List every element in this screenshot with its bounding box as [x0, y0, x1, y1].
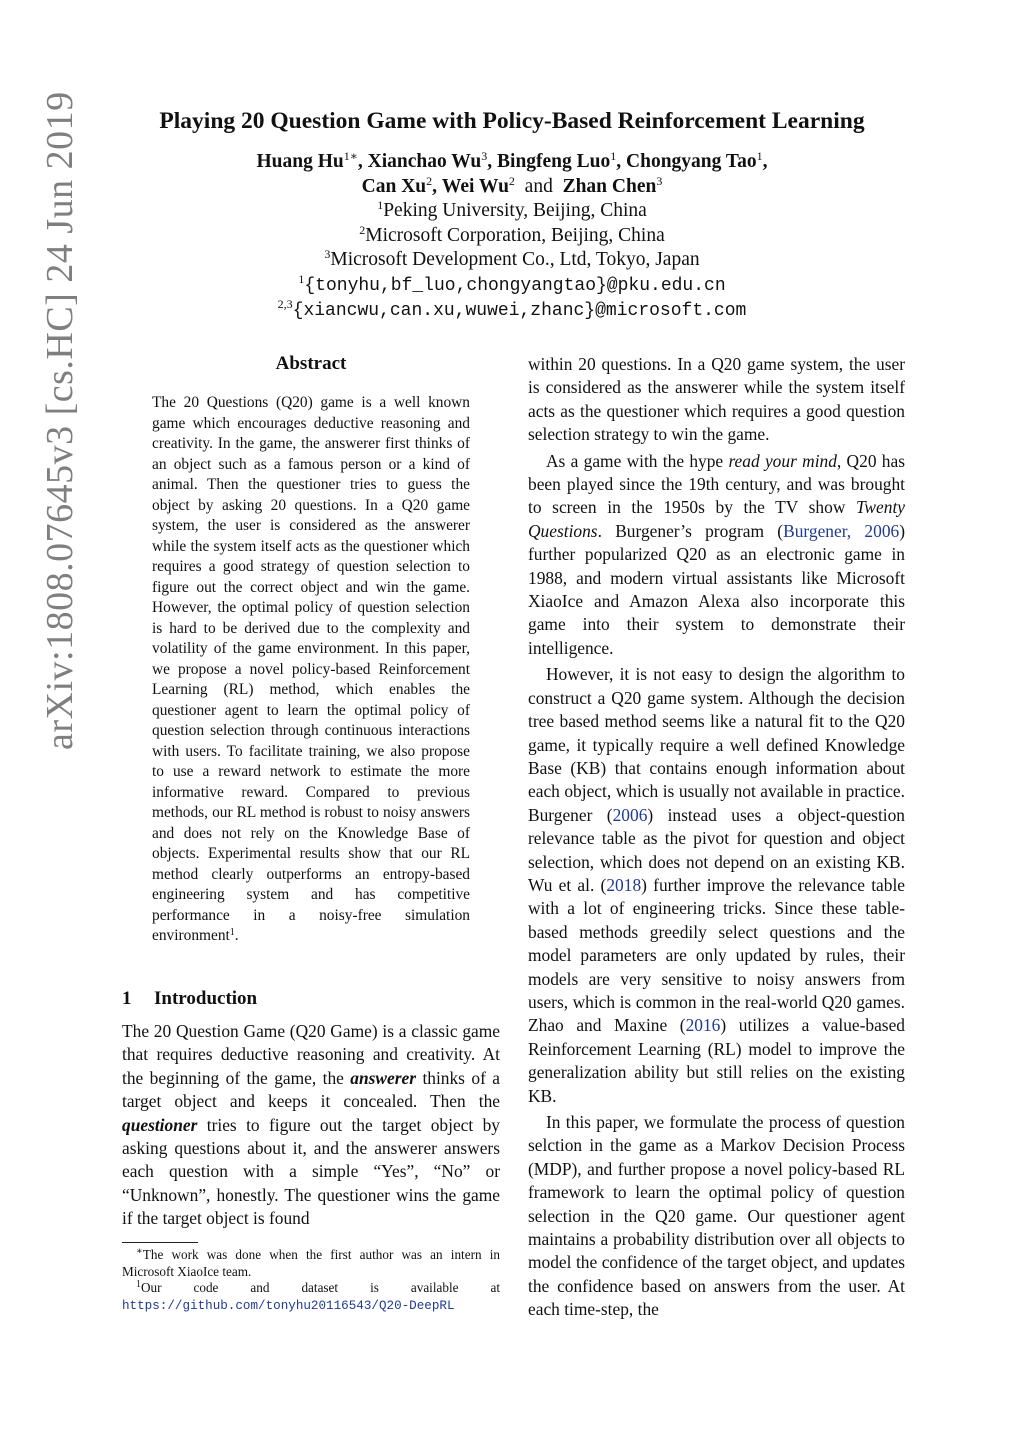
arxiv-identifier-stamp: arXiv:1808.07645v3 [cs.HC] 24 Jun 2019 [39, 91, 81, 750]
author-and: and [524, 175, 553, 197]
author-sup: 1 [756, 149, 763, 163]
author-sup: 1∗ [343, 149, 358, 163]
citation-link[interactable]: 2016 [685, 1015, 721, 1036]
footnotes: ∗The work was done when the first author was an intern in Microsoft XiaoIce team. $^1$Our code and dataset is available at https://github.com/tonyhu20116543/Q20-DeepRL [122, 1246, 500, 1313]
author-name: Wei Wu [441, 175, 509, 197]
term-answerer: answerer [350, 1067, 417, 1088]
abstract-text: The 20 Questions (Q20) game is a well known game which encourages deductive reasoning and creativity. In the game, the answerer first thinks of an object such as a famous person or a kind of animal. Then the questioner tries to guess the object by asking 20 questions. In a Q20 game system, the user is considered as the answerer while the system itself acts as the questioner which requires a good strategy of question selection to figure out the correct object and win the game. However, the optimal policy of question selection is hard to be derived due to the complexity and volatility of the game environment. In this paper, we propose a novel policy-based Reinforcement Learning (RL) method, which enables the questioner agent to learn the optimal policy of question selection through continuous interactions with users. To facilitate training, we also propose to use a reward network to estimate the more informative reward. Compared to previous methods, our RL method is robust to noisy answers and does not rely on the Knowledge Base of objects. Experimental results show that our RL method clearly outperforms an entropy-based engineering system and has competitive performance in a noisy-free simulation environment$^1$. [152, 394, 470, 944]
email-line: $^{2,3}${xiancwu,can.xu,wuwei,zhanc}@microsoft.com [277, 297, 747, 321]
footnote-marker: 1 [229, 927, 235, 938]
abstract-heading: Abstract [275, 353, 347, 374]
author-sup: 3 [656, 173, 663, 188]
author-name: Huang Hu [256, 151, 344, 172]
right-column [528, 353, 905, 1325]
intro-paragraph: The 20 Question Game (Q20 Game) is a classic game that requires deductive reasoning and creativity. At the beginning of the game, the answerer thinks of a target object and keeps it concealed. Then the questioner tries to figure out the target object by asking questions about it, and the answerer answers each question with a simple “Yes”, “No” or “Unknown”, honestly. The questioner wins the game if the target object is found [122, 1021, 500, 1229]
paragraph: In this paper, we formulate the process of question selction in the game as a Markov Decision Process (MDP), and further propose a novel policy-based RL framework to learn the optimal policy of question selection in the Q20 game. Our questioner agent maintains a probability distribution over all objects to model the confidence of the target object, and updates the confidence based on answers from the user. At each time-step, the [528, 1112, 905, 1320]
citation-link[interactable]: 2018 [606, 874, 642, 895]
author-name: Chongyang Tao [626, 151, 757, 172]
paragraph: However, it is not easy to design the algorithm to construct a Q20 game system. Although the decision tree based method seems like a natural fit to the Q20 game, it typically require a well defined Knowledge Base (KB) that contains enough information about each object, which is usually not available in practice. Burgener (2006) instead uses a object-question relevance table as the pivot for question and object selection, which does not depend on an existing KB. Wu et al. (2018) further improve the relevance table with a lot of engineering tricks. Since these table-based methods greedily select questions and the model parameters are only updated by rules, their models are very sensitive to noisy answers from users, which is common in the real-world Q20 games. Zhao and Maxine (2016) utilizes a value-based Reinforcement Learning (RL) model to improve the generalization ability but still relies on the existing KB. [528, 664, 906, 1106]
term-questioner: questioner [122, 1114, 198, 1135]
author-sup: 3 [481, 149, 488, 163]
footnote-rule [122, 1242, 198, 1243]
author-name: Can Xu [361, 175, 427, 197]
section-heading: 1 Introduction [122, 988, 258, 1009]
author-sup: 2 [508, 173, 515, 188]
citation-link[interactable]: Burgener, 2006 [783, 520, 900, 541]
author-name: Bingfeng Luo [497, 151, 611, 172]
author-line-1: Huang $Hu^{1∗}$, Xianchao Wu$^3$, Bingfeng Luo$^1$, Chongyang Tao$^1$, [256, 149, 768, 172]
author-name: Zhan Chen [562, 175, 657, 197]
author-line-2: Can Xu$^2$, Wei Wu$^2$ and Zhan Chen$^3$ [361, 173, 663, 197]
paper-title: Playing 20 Question Game with Policy-Based Reinforcement Learning [159, 108, 865, 134]
email-line: $^1${tonyhu,bf_luo,chongyangtao}@pku.edu.cn [298, 271, 726, 296]
citation-link[interactable]: 2006 [612, 804, 648, 825]
author-block [0, 150, 1024, 324]
paragraph: within 20 questions. In a Q20 game system, the user is considered as the answerer while the system itself acts as the questioner which requires a good question selection strategy to win the game. [528, 354, 905, 445]
author-sup: 2 [426, 173, 433, 188]
author-sup: 1 [610, 149, 617, 163]
affiliation: $^3$Microsoft Development Co., Ltd, Tokyo, Japan [324, 247, 700, 270]
affiliation: $^2$Microsoft Corporation, Beijing, China [359, 222, 665, 246]
code-link[interactable]: https://github.com/tonyhu20116543/Q20-DeepRL [122, 1298, 455, 1313]
author-name: Xianchao Wu [367, 151, 482, 172]
paragraph: As a game with the hype read your mind, Q20 has been played since the 19th century, and was brought to screen in the 1950s by the TV show Twenty Questions. Burgener’s program (Burgener, 2006) further popularized Q20 as an electronic game in 1988, and modern virtual assistants like Microsoft XiaoIce and Amazon Alexa also incorporate this game into their system to demonstrate their intelligence. [528, 450, 906, 658]
affiliation: $^1$Peking University, Beijing, China [377, 198, 647, 221]
